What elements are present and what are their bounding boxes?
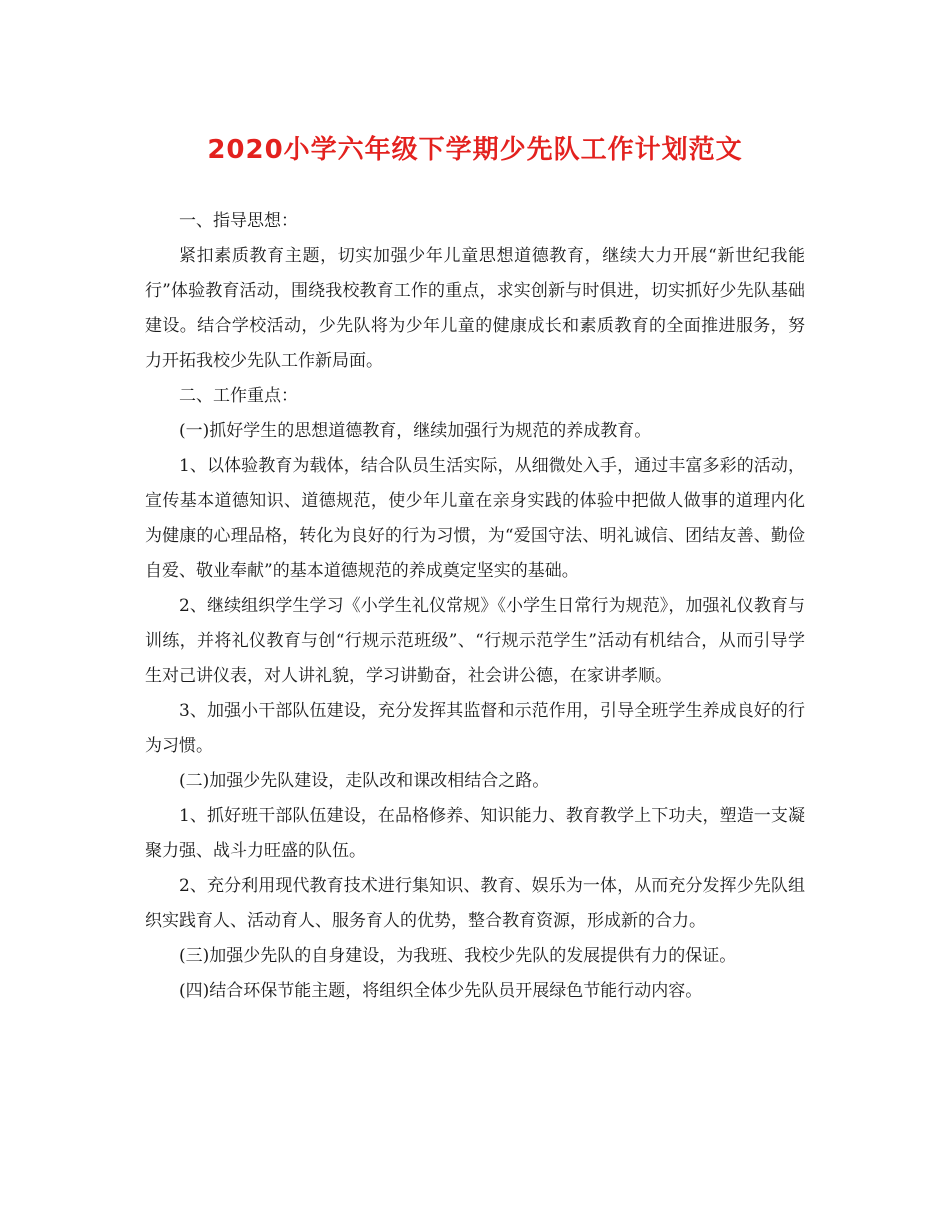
paragraph: 2、继续组织学生学习《小学生礼仪常规》《小学生日常行为规范》，加强礼仪教育与训练，并将礼仪教育与创“行规示范班级”、“行规示范学生”活动有机结合，从而引导学生对己讲仪表，对人讲礼貌，学习讲勤奋，社会讲公德，在家讲孝顺。 bbox=[145, 596, 805, 686]
section-heading: 二、工作重点： bbox=[179, 386, 298, 406]
subsection-heading: (二)加强少先队建设，走队改和课改相结合之路。 bbox=[179, 771, 550, 791]
paragraph: 1、抓好班干部队伍建设，在品格修养、知识能力、教育教学上下功夫，塑造一支凝聚力强、战斗力旺盛的队伍。 bbox=[145, 806, 805, 861]
document-title: 2020小学六年级下学期少先队工作计划范文 bbox=[207, 135, 743, 165]
subsection-heading: (四)结合环保节能主题，将组织全体少先队员开展绿色节能行动内容。 bbox=[179, 981, 703, 1001]
subsection-heading: (一)抓好学生的思想道德教育，继续加强行为规范的养成教育。 bbox=[179, 421, 652, 441]
paragraph: 1、以体验教育为载体，结合队员生活实际，从细微处入手，通过丰富多彩的活动，宣传基本道德知识、道德规范，使少年儿童在亲身实践的体验中把做人做事的道理内化为健康的心理品格，转化为良好的行为习惯，为“爱国守法、明礼诚信、团结友善、勤俭自爱、敬业奉献”的基本道德规范的养成奠定坚实的基础。 bbox=[145, 456, 805, 581]
paragraph: 2、充分利用现代教育技术进行集知识、教育、娱乐为一体，从而充分发挥少先队组织实践育人、活动育人、服务育人的优势，整合教育资源，形成新的合力。 bbox=[145, 876, 805, 931]
paragraph: 3、加强小干部队伍建设，充分发挥其监督和示范作用，引导全班学生养成良好的行为习惯。 bbox=[145, 701, 805, 756]
paragraph: 紧扣素质教育主题，切实加强少年儿童思想道德教育，继续大力开展“新世纪我能行”体验教育活动，围绕我校教育工作的重点，求实创新与时俱进，切实抓好少先队基础建设。结合学校活动，少先队将为少年儿童的健康成长和素质教育的全面推进服务，努力开拓我校少先队工作新局面。 bbox=[145, 246, 805, 371]
section-heading: 一、指导思想： bbox=[179, 211, 298, 231]
subsection-heading: (三)加强少先队的自身建设，为我班、我校少先队的发展提供有力的保证。 bbox=[179, 946, 737, 966]
document-body bbox=[145, 204, 805, 1009]
